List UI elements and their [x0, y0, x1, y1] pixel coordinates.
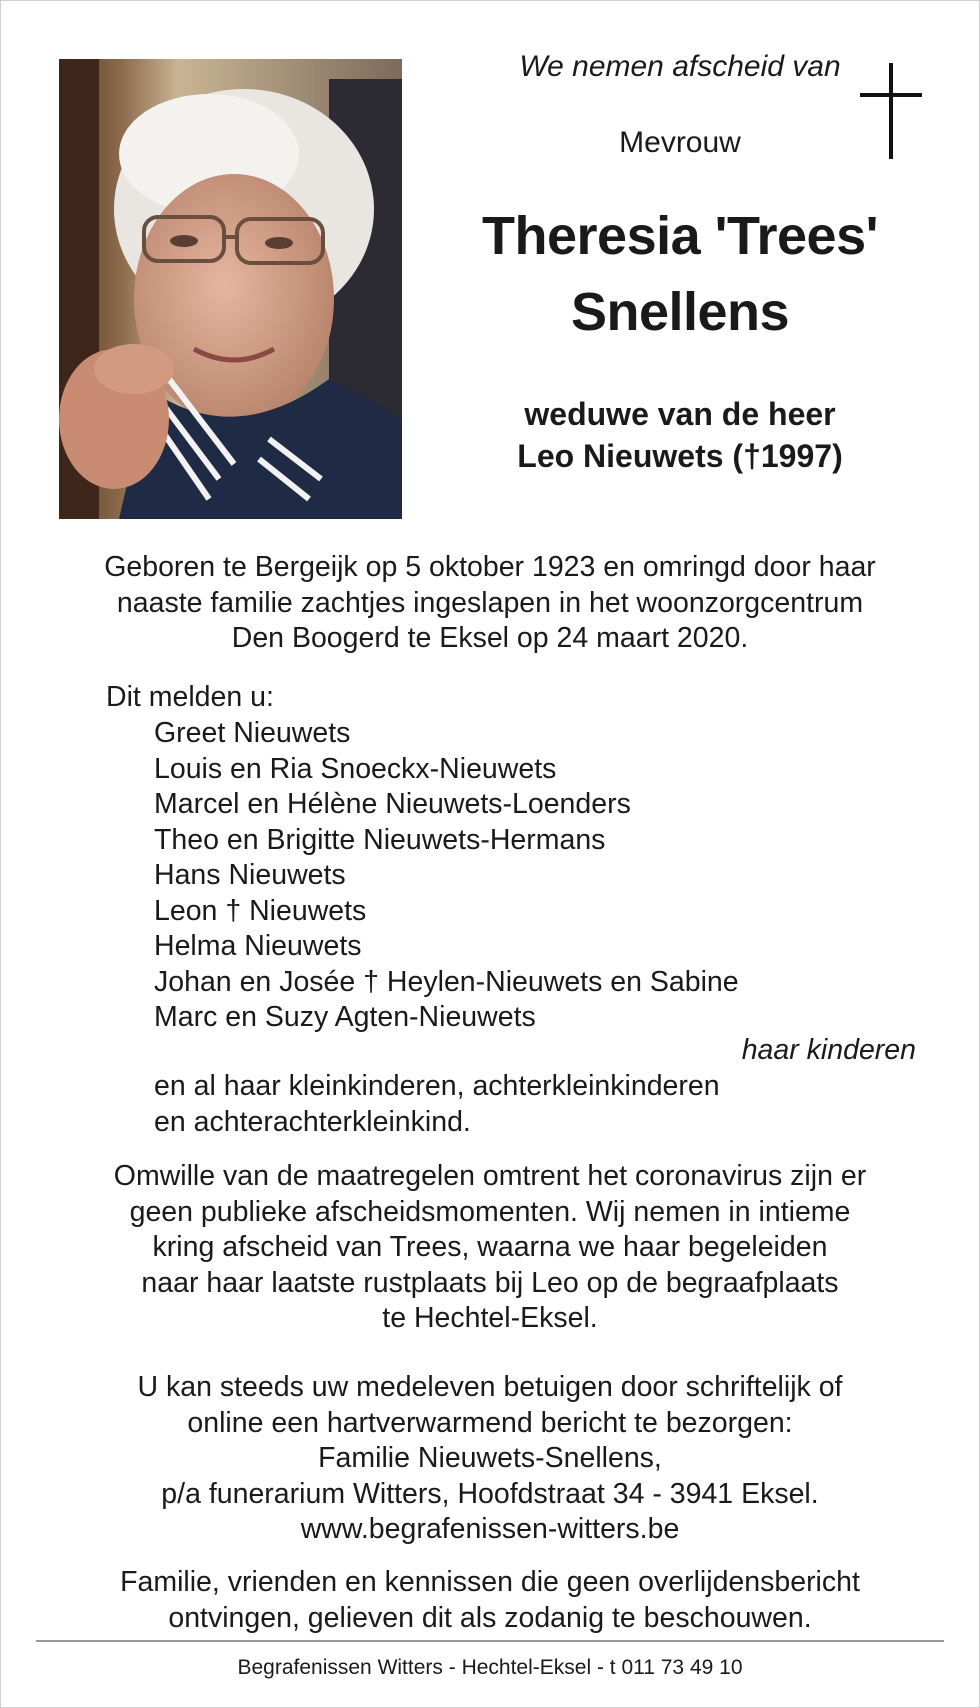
children-label: haar kinderen	[741, 1034, 916, 1066]
list-item: Leon † Nieuwets	[154, 894, 367, 927]
list-item: Hans Nieuwets	[154, 859, 346, 891]
text-line: Omwille van de maatregelen omtrent het coronavirus zijn er	[113, 1160, 867, 1192]
deceased-name	[430, 198, 930, 350]
text-line: naar haar laatste rustplaats bij Leo op de begraafplaats	[141, 1266, 839, 1299]
list-item: Greet Nieuwets	[154, 717, 351, 749]
list-item: Louis en Ria Snoeckx-Nieuwets	[154, 752, 557, 785]
list-item: Marcel en Hélène Nieuwets-Loenders	[154, 788, 631, 820]
list-item: Theo en Brigitte Nieuwets-Hermans	[154, 823, 606, 856]
intro-text: We nemen afscheid van	[519, 50, 841, 83]
name-line-1: Theresia 'Trees'	[482, 206, 878, 266]
divider	[36, 1640, 944, 1642]
text-line: online een hartverwarmend bericht te bezorgen:	[187, 1406, 793, 1439]
text-line: U kan steeds uw medeleven betuigen door schriftelijk of	[137, 1371, 843, 1403]
family-note-paragraph	[40, 1565, 940, 1636]
condolences-paragraph	[40, 1370, 940, 1548]
website-link[interactable]: www.begrafenissen-witters.be	[300, 1513, 680, 1545]
grandchildren-text	[154, 1068, 720, 1140]
widow-line-2: Leo Nieuwets (†1997)	[517, 438, 843, 474]
text-line: ontvingen, gelieven dit als zodanig te beschouwen.	[168, 1601, 812, 1634]
corona-paragraph	[40, 1159, 940, 1337]
children-list	[154, 716, 739, 1036]
widow-line-1: weduwe van de heer	[524, 396, 836, 432]
text-line: naaste familie zachtjes ingeslapen in het woonzorgcentrum	[116, 586, 864, 619]
text-line: kring afscheid van Trees, waarna we haar begeleiden	[152, 1231, 828, 1263]
list-item: Helma Nieuwets	[154, 930, 362, 962]
widow-of	[430, 393, 930, 477]
address-line: p/a funerarium Witters, Hoofdstraat 34 - 3941 Eksel.	[161, 1477, 819, 1510]
list-item: Marc en Suzy Agten-Nieuwets	[154, 1001, 536, 1033]
list-item: Johan en Josée † Heylen-Nieuwets en Sabine	[154, 965, 739, 998]
text-line: Den Boogerd te Eksel op 24 maart 2020.	[231, 622, 749, 654]
announce-label: Dit melden u:	[106, 681, 274, 713]
text-line: Familie, vrienden en kennissen die geen overlijdensbericht	[120, 1566, 860, 1598]
text-line: en al haar kleinkinderen, achterkleinkinderen	[154, 1070, 720, 1102]
portrait-photo	[59, 59, 402, 519]
footer-text: Begrafenissen Witters - Hechtel-Eksel - t 011 73 49 10	[237, 1656, 743, 1679]
title-word: Mevrouw	[619, 126, 741, 159]
name-line-2: Snellens	[570, 282, 790, 342]
text-line: te Hechtel-Eksel.	[382, 1302, 598, 1334]
text-line: Geboren te Bergeijk op 5 oktober 1923 en omringd door haar	[104, 551, 876, 583]
text-line: geen publieke afscheidsmomenten. Wij nemen in intieme	[129, 1195, 851, 1228]
text-line: en achterachterkleinkind.	[154, 1106, 471, 1138]
birth-death-paragraph	[40, 550, 940, 657]
text-line: Familie Nieuwets-Snellens,	[318, 1442, 662, 1474]
